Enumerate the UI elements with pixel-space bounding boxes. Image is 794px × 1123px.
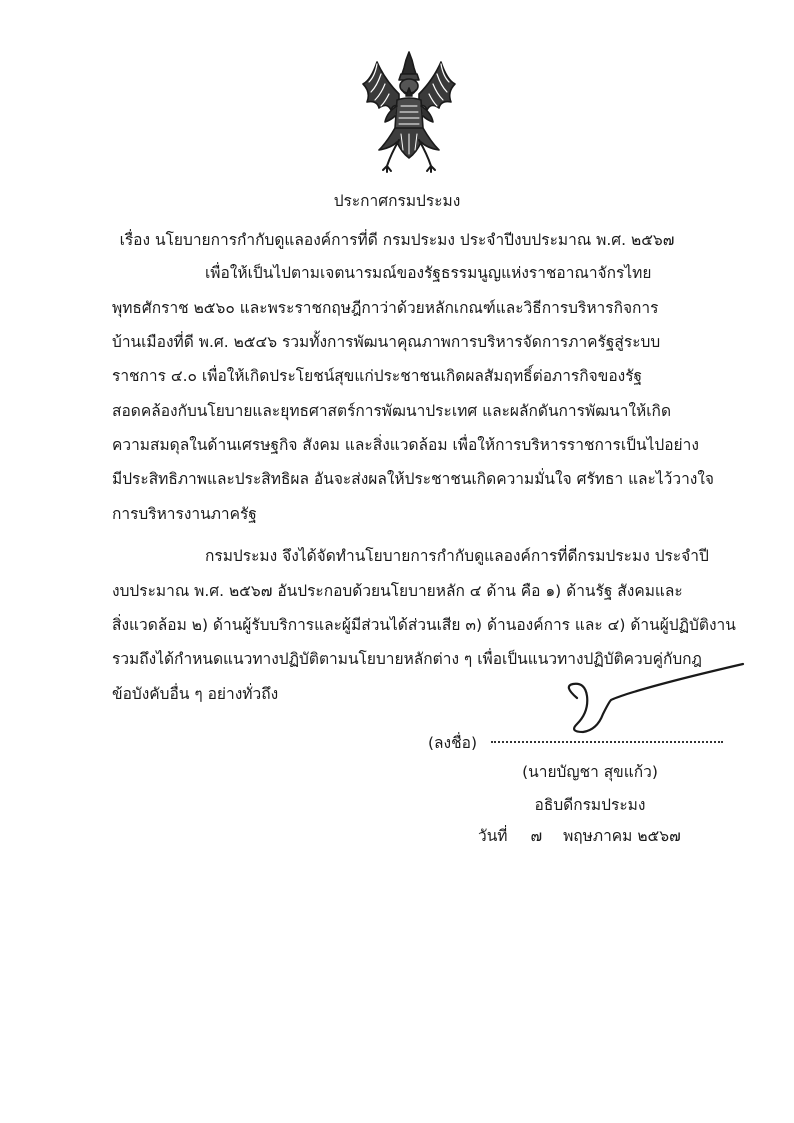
paragraph-2-line: กรมประมง จึงได้จัดทำนโยบายการกำกับดูแลองค์การที่ดีกรมประมง ประจำปี <box>205 547 709 565</box>
paragraph-1-line: ราชการ ๔.๐ เพื่อให้เกิดประโยชน์สุขแก่ประชาชนเกิดผลสัมฤทธิ์ต่อภารกิจของรัฐ <box>112 367 643 385</box>
paragraph-1-line: การบริหารงานภาครัฐ <box>112 505 257 523</box>
paragraph-2-line: สิ่งแวดล้อม ๒) ด้านผู้รับบริการและผู้มีส่วนได้ส่วนเสีย ๓) ด้านองค์การ และ ๔) ด้านผู้ปฏิบัติงาน <box>112 616 736 634</box>
subject-line: เรื่อง นโยบายการกำกับดูแลองค์การที่ดี กรมประมง ประจำปีงบประมาณ พ.ศ. ๒๕๖๗ <box>119 231 675 249</box>
date-month-year: พฤษภาคม ๒๕๖๗ <box>563 827 681 845</box>
signatory-name: (นายบัญชา สุขแก้ว) <box>522 763 658 781</box>
paragraph-1-line: สอดคล้องกับนโยบายและยุทธศาสตร์การพัฒนาประเทศ และผลักดันการพัฒนาให้เกิด <box>112 402 672 420</box>
signature-dotted-line <box>491 741 723 743</box>
garuda-emblem-icon <box>357 50 461 174</box>
paragraph-2-line: งบประมาณ พ.ศ. ๒๕๖๗ อันประกอบด้วยนโยบายหลัก ๔ ด้าน คือ ๑) ด้านรัฐ สังคมและ <box>112 582 683 600</box>
announcement-title: ประกาศกรมประมง <box>333 192 461 210</box>
date-day: ๗ <box>530 827 543 845</box>
paragraph-2-line: รวมถึงได้กำหนดแนวทางปฏิบัติตามนโยบายหลักต่าง ๆ เพื่อเป็นแนวทางปฏิบัติควบคู่กับกฎ <box>112 650 702 668</box>
paragraph-1-line: ความสมดุลในด้านเศรษฐกิจ สังคม และสิ่งแวดล้อม เพื่อให้การบริหารราชการเป็นไปอย่าง <box>112 436 699 454</box>
paragraph-2-line: ข้อบังคับอื่น ๆ อย่างทั่วถึง <box>112 685 279 703</box>
handwritten-signature <box>555 658 745 740</box>
paragraph-1-line: พุทธศักราช ๒๕๖๐ และพระราชกฤษฎีกาว่าด้วยหลักเกณฑ์และวิธีการบริหารกิจการ <box>112 299 659 317</box>
paragraph-1-line: เพื่อให้เป็นไปตามเจตนารมณ์ของรัฐธรรมนูญแห่งราชอาณาจักรไทย <box>205 264 652 282</box>
document-date <box>478 823 681 848</box>
date-prefix: วันที่ <box>478 827 508 845</box>
paragraph-1-line: มีประสิทธิภาพและประสิทธิผล อันจะส่งผลให้ประชาชนเกิดความมั่นใจ ศรัทธา และไว้วางใจ <box>112 470 715 488</box>
signature-label: (ลงชื่อ) <box>428 734 477 752</box>
paragraph-1-line: บ้านเมืองที่ดี พ.ศ. ๒๕๔๖ รวมทั้งการพัฒนาคุณภาพการบริหารจัดการภาครัฐสู่ระบบ <box>112 333 661 351</box>
signatory-position: อธิบดีกรมประมง <box>534 796 646 814</box>
